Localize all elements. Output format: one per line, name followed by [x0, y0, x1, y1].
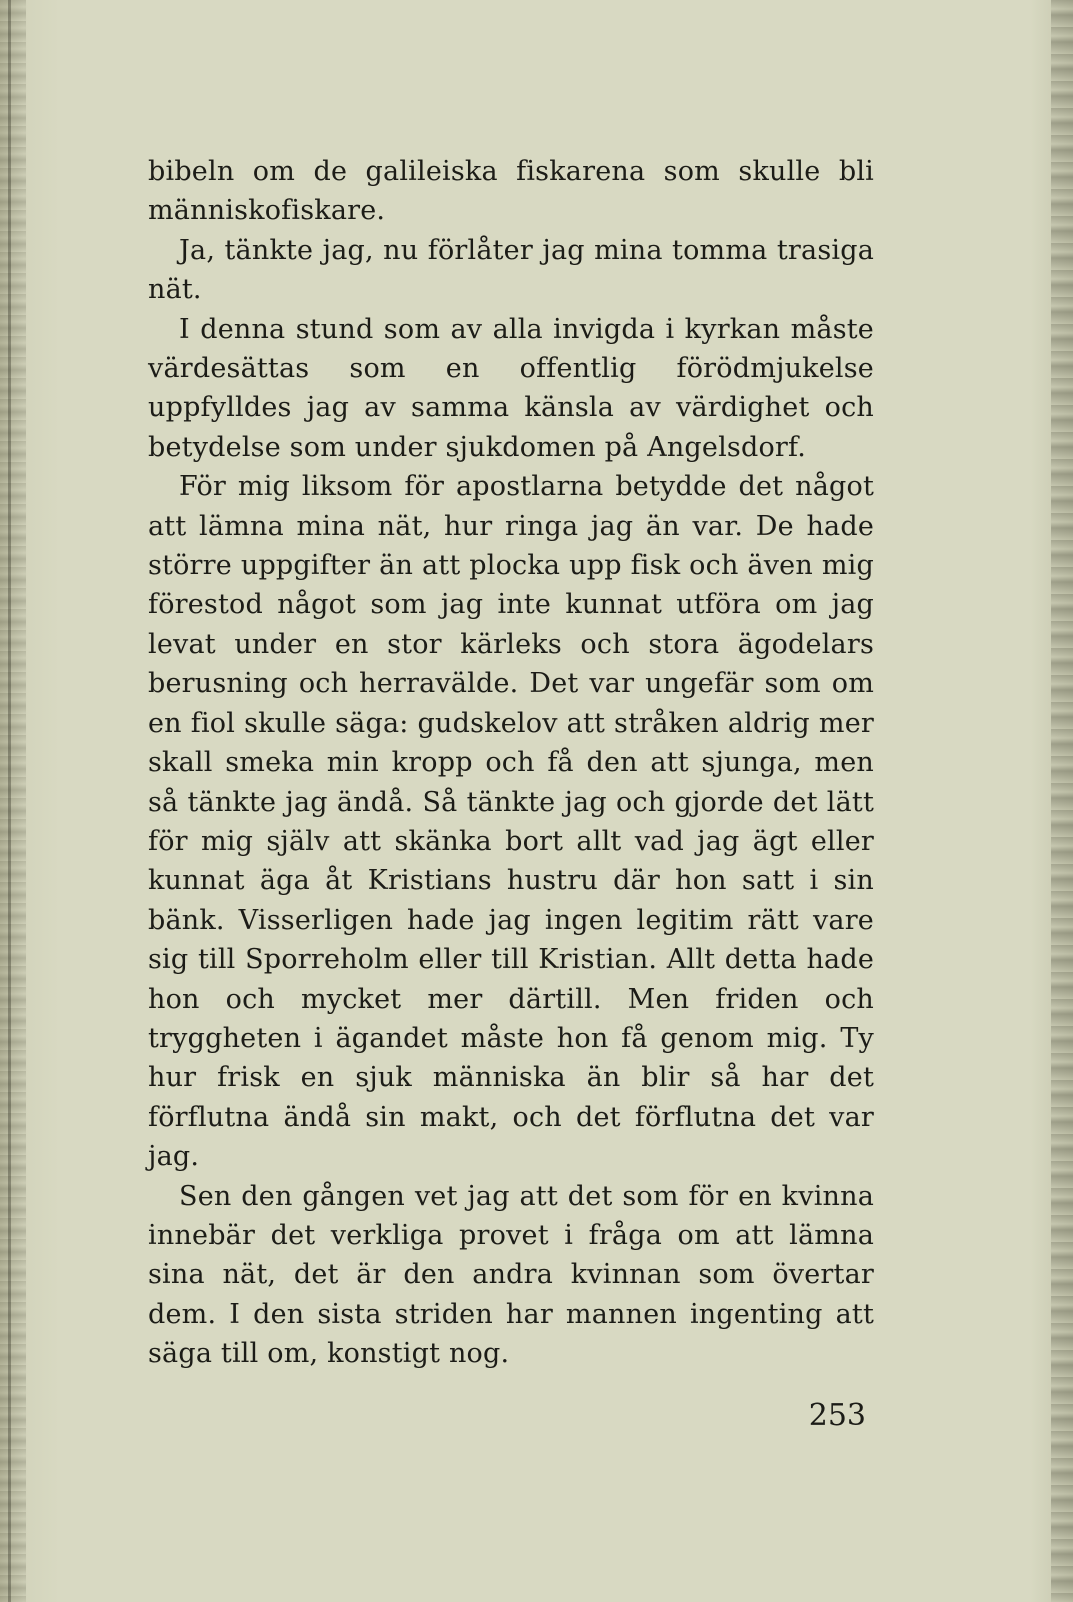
page-number: 253	[808, 1398, 866, 1433]
paragraph: I denna stund som av alla invigda i kyrkan måste värdesättas som en offentlig förödmjukelse uppfylldes jag av samma känsla av värdighet och betydelse som under sjukdomen på Angelsdorf.	[148, 313, 874, 463]
paragraph: Ja, tänkte jag, nu förlåter jag mina tomma trasiga nät.	[148, 234, 874, 306]
body-text	[148, 152, 874, 1374]
paragraph: Sen den gången vet jag att det som för en kvinna innebär det verkliga provet i fråga om att lämna sina nät, det är den andra kvinnan som övertar dem. I den sista striden har mannen ingenting att säga till om, konstigt nog.	[148, 1180, 874, 1370]
binding-gutter	[0, 0, 26, 1602]
paragraph: För mig liksom för apostlarna betydde det något att lämna mina nät, hur ringa jag än var. De hade större uppgifter än att plocka upp fisk och även mig förestod något som jag inte kunnat utföra om jag levat under en stor kärleks och stora ägodelars berusning och herravälde. Det var ungefär som om en fiol skulle säga: gudskelov att stråken aldrig mer skall smeka min kropp och få den att sjunga, men så tänkte jag ändå. Så tänkte jag och gjorde det lätt för mig själv att skänka bort allt vad jag ägt eller kunnat äga åt Kristians hustru där hon satt i sin bänk. Visserligen hade jag ingen legitim rätt vare sig till Sporreholm eller till Kristian. Allt detta hade hon och mycket mer därtill. Men friden och tryggheten i ägandet måste hon få genom mig. Ty hur frisk en sjuk människa än blir så har det förflutna ändå sin makt, och det förflutna det var jag.	[148, 471, 874, 1173]
paragraph: bibeln om de galileiska fiskarena som skulle bli människofiskare.	[148, 156, 874, 227]
page-edge	[1051, 0, 1073, 1602]
